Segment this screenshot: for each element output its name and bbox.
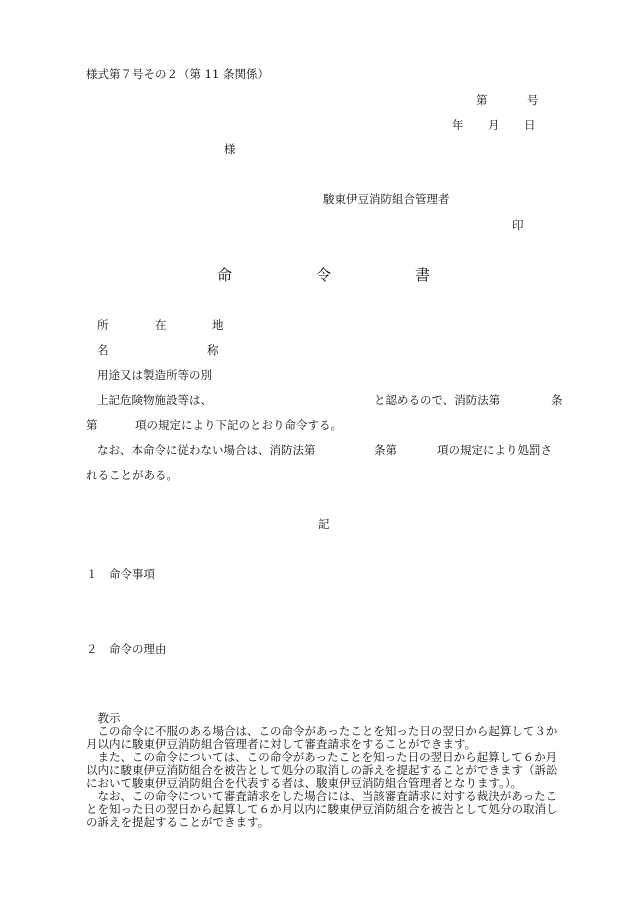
ki-marker: 記 [318, 517, 330, 531]
location-label-1: 所 [97, 318, 109, 332]
addressee-suffix: 様 [224, 142, 236, 156]
notice-paragraph-1: この命令に不服のある場合は、この命令があったことを知った日の翌日から起算して３か月以内に駿東伊豆消防組合管理者に対して審査請求をすることができます。 [86, 724, 558, 751]
body-line3-start: なお、本命令に従わない場合は、消防法第 [97, 443, 316, 457]
title-char-2: 令 [316, 266, 332, 284]
location-label-2: 在 [155, 318, 167, 332]
name-label-1: 名 [97, 343, 109, 357]
body-line3-middle: 条第 [374, 443, 397, 457]
appeal-notice [86, 712, 566, 829]
date-month: 月 [488, 118, 500, 132]
doc-number-suffix: 号 [527, 93, 539, 107]
notice-paragraph-3: なお、この命令について審査請求をした場合には、当該審査請求に対する裁決があったことを知った日の翌日から起算して６か月以内に駿東伊豆消防組合を被告として処分の取消しの訴えを提起することができます。 [86, 789, 558, 829]
title-char-1: 命 [217, 266, 233, 284]
title-char-3: 書 [415, 266, 431, 284]
date-year: 年 [452, 118, 464, 132]
notice-heading: 教示 [97, 711, 121, 725]
body-line1-middle: と認めるので、消防法第 [374, 393, 501, 407]
section-order-items: １ 命令事項 [86, 567, 155, 581]
name-label-2: 称 [207, 343, 219, 357]
body-line2-end: 項の規定により下記のとおり命令する。 [135, 418, 342, 432]
location-label-3: 地 [212, 318, 224, 332]
body-line3-end: 項の規定により処罰さ [437, 443, 552, 457]
body-line4: れることがある。 [86, 468, 178, 482]
body-line1-start: 上記危険物施設等は、 [97, 393, 212, 407]
body-line1-end: 条 [551, 393, 563, 407]
body-line2-start: 第 [86, 418, 98, 432]
seal-mark: 印 [512, 218, 524, 232]
doc-number-prefix: 第 [476, 93, 488, 107]
section-order-reason: ２ 命令の理由 [86, 642, 167, 656]
issuer-name: 駿東伊豆消防組合管理者 [323, 192, 450, 206]
usage-label: 用途又は製造所等の別 [97, 368, 212, 382]
notice-paragraph-2: また、この命令については、この命令があったことを知った日の翌日から起算して６か月以内に駿東伊豆消防組合を被告として処分の取消しの訴えを提起することができます（訴訟において駿東伊豆消防組合を代表する者は、駿東伊豆消防組合管理者となります。）。 [86, 750, 558, 790]
form-number: 様式第７号その２（第 11 条関係） [86, 67, 269, 81]
date-day: 日 [524, 118, 536, 132]
